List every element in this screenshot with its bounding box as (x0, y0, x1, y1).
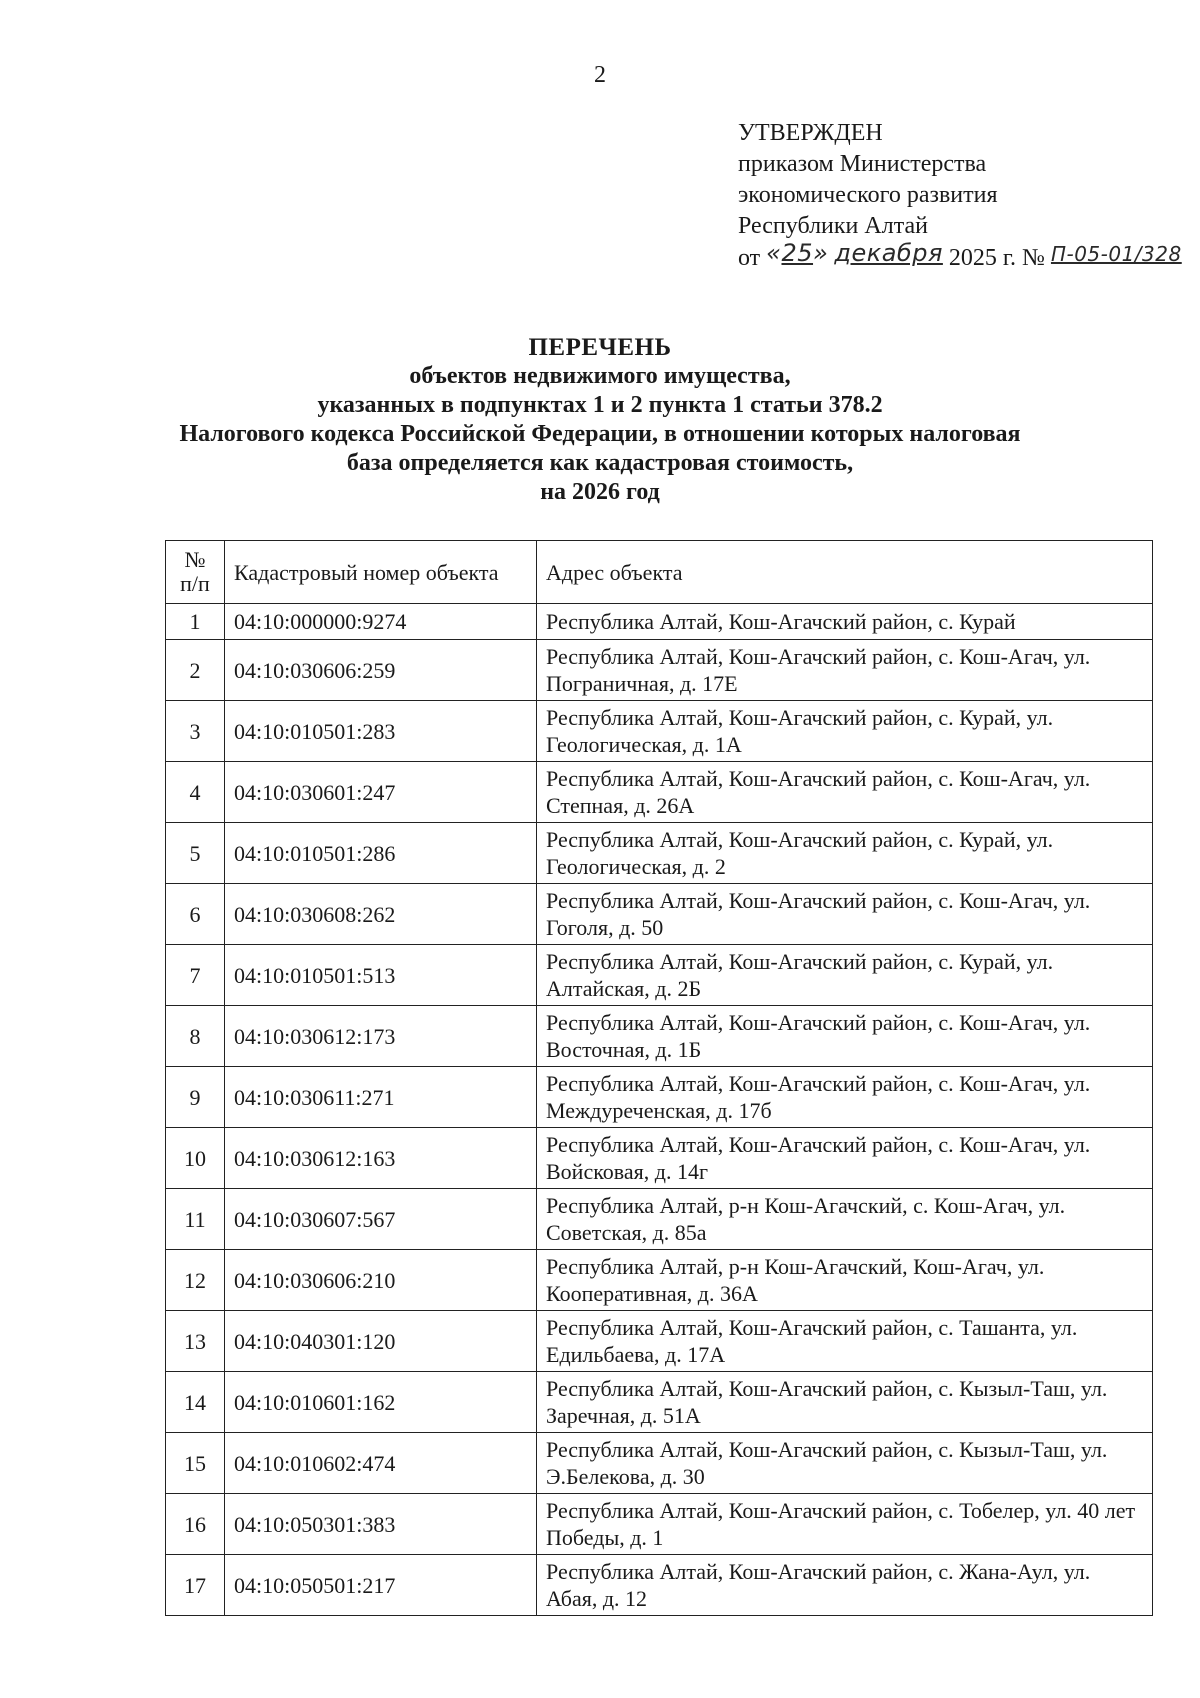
row-address: Республика Алтай, Кош-Агачский район, с. Кош-Агач, ул. Пограничная, д. 17Е (537, 640, 1153, 701)
handwritten-date-day: 25 (781, 239, 814, 267)
row-number: 6 (166, 884, 225, 945)
table-row (166, 1311, 1153, 1372)
handwritten-order-number: П-05-01/328 (1050, 242, 1182, 266)
row-address: Республика Алтай, р-н Кош-Агачский, Кош-Агач, ул. Кооперативная, д. 36А (537, 1250, 1153, 1311)
row-address: Республика Алтай, р-н Кош-Агачский, с. Кош-Агач, ул. Советская, д. 85а (537, 1189, 1153, 1250)
table-row (166, 1372, 1153, 1433)
approval-line-2: экономического развития (738, 182, 998, 208)
title-line-2: указанных в подпунктах 1 и 2 пункта 1 статьи 378.2 (317, 392, 883, 418)
table-row (166, 884, 1153, 945)
row-address: Республика Алтай, Кош-Агачский район, с. Курай, ул. Алтайская, д. 2Б (537, 945, 1153, 1006)
row-address: Республика Алтай, Кош-Агачский район, с. Жана-Аул, ул. Абая, д. 12 (537, 1555, 1153, 1616)
table-header-row (166, 541, 1153, 604)
approval-block (738, 118, 1182, 274)
row-cadastral-number: 04:10:050301:383 (225, 1494, 537, 1555)
row-number: 2 (166, 640, 225, 701)
row-cadastral-number: 04:10:030608:262 (225, 884, 537, 945)
row-address: Республика Алтай, Кош-Агачский район, с. Кош-Агач, ул. Войсковая, д. 14г (537, 1128, 1153, 1189)
row-number: 9 (166, 1067, 225, 1128)
table-row (166, 1433, 1153, 1494)
row-address: Республика Алтай, Кош-Агачский район, с. Кызыл-Таш, ул. Э.Белекова, д. 30 (537, 1433, 1153, 1494)
table-row (166, 945, 1153, 1006)
row-cadastral-number: 04:10:030601:247 (225, 762, 537, 823)
title-line-4: база определяется как кадастровая стоимость, (346, 450, 854, 476)
row-number: 14 (166, 1372, 225, 1433)
row-cadastral-number: 04:10:010501:286 (225, 823, 537, 884)
row-number: 11 (166, 1189, 225, 1250)
table-row (166, 1189, 1153, 1250)
table-body (166, 604, 1153, 1616)
title-main: ПЕРЕЧЕНЬ (528, 334, 672, 361)
table-row (166, 1067, 1153, 1128)
approval-line-3: Республики Алтай (738, 213, 928, 239)
row-number: 7 (166, 945, 225, 1006)
date-year: 2025 г. № (948, 245, 1045, 271)
table-row (166, 1555, 1153, 1616)
row-cadastral-number: 04:10:030611:271 (225, 1067, 537, 1128)
header-cadastral: Кадастровый номер объекта (225, 541, 537, 604)
objects-table (165, 540, 1153, 1616)
row-address: Республика Алтай, Кош-Агачский район, с. Курай (537, 604, 1153, 640)
document-title (0, 333, 1200, 507)
row-address: Республика Алтай, Кош-Агачский район, с. Кош-Агач, ул. Междуреченская, д. 17б (537, 1067, 1153, 1128)
header-address: Адрес объекта (537, 541, 1153, 604)
row-number: 12 (166, 1250, 225, 1311)
handwritten-date-close-quote: » (813, 239, 829, 267)
row-address: Республика Алтай, Кош-Агачский район, с. Кош-Агач, ул. Степная, д. 26А (537, 762, 1153, 823)
row-number: 1 (166, 604, 225, 640)
row-cadastral-number: 04:10:030612:163 (225, 1128, 537, 1189)
title-line-1: объектов недвижимого имущества, (409, 363, 791, 389)
date-prefix: от (738, 245, 761, 271)
title-line-3: Налогового кодекса Российской Федерации, в отношении которых налоговая (179, 421, 1021, 447)
approval-line-1: приказом Министерства (738, 151, 987, 177)
row-number: 17 (166, 1555, 225, 1616)
row-number: 15 (166, 1433, 225, 1494)
row-address: Республика Алтай, Кош-Агачский район, с. Курай, ул. Геологическая, д. 2 (537, 823, 1153, 884)
row-address: Республика Алтай, Кош-Агачский район, с. Кош-Агач, ул. Гоголя, д. 50 (537, 884, 1153, 945)
table-row (166, 640, 1153, 701)
row-address: Республика Алтай, Кош-Агачский район, с. Тобелер, ул. 40 лет Победы, д. 1 (537, 1494, 1153, 1555)
row-cadastral-number: 04:10:010602:474 (225, 1433, 537, 1494)
row-cadastral-number: 04:10:010501:283 (225, 701, 537, 762)
row-cadastral-number: 04:10:040301:120 (225, 1311, 537, 1372)
approval-date-line (738, 239, 1182, 274)
table-row (166, 604, 1153, 640)
row-number: 10 (166, 1128, 225, 1189)
row-number: 4 (166, 762, 225, 823)
row-cadastral-number: 04:10:030612:173 (225, 1006, 537, 1067)
table-row (166, 762, 1153, 823)
page-number: 2 (594, 62, 606, 88)
row-address: Республика Алтай, Кош-Агачский район, с. Курай, ул. Геологическая, д. 1А (537, 701, 1153, 762)
row-cadastral-number: 04:10:050501:217 (225, 1555, 537, 1616)
row-address: Республика Алтай, Кош-Агачский район, с. Ташанта, ул. Едильбаева, д. 17А (537, 1311, 1153, 1372)
table-row (166, 1250, 1153, 1311)
row-number: 5 (166, 823, 225, 884)
approval-heading: УТВЕРЖДЕН (738, 120, 883, 146)
handwritten-date-open-quote: « (766, 239, 782, 267)
table-row (166, 701, 1153, 762)
row-cadastral-number: 04:10:010501:513 (225, 945, 537, 1006)
row-address: Республика Алтай, Кош-Агачский район, с. Кызыл-Таш, ул. Заречная, д. 51А (537, 1372, 1153, 1433)
row-number: 13 (166, 1311, 225, 1372)
table-row (166, 1006, 1153, 1067)
row-cadastral-number: 04:10:000000:9274 (225, 604, 537, 640)
row-number: 8 (166, 1006, 225, 1067)
title-line-5: на 2026 год (540, 479, 660, 505)
table-row (166, 1128, 1153, 1189)
row-cadastral-number: 04:10:030606:259 (225, 640, 537, 701)
row-number: 3 (166, 701, 225, 762)
header-number-abbr: п/п (180, 571, 210, 596)
row-cadastral-number: 04:10:030606:210 (225, 1250, 537, 1311)
row-address: Республика Алтай, Кош-Агачский район, с. Кош-Агач, ул. Восточная, д. 1Б (537, 1006, 1153, 1067)
header-number-symbol: № (184, 547, 206, 572)
handwritten-date-month: декабря (834, 239, 943, 267)
row-cadastral-number: 04:10:030607:567 (225, 1189, 537, 1250)
row-number: 16 (166, 1494, 225, 1555)
header-number (166, 541, 225, 604)
table-row (166, 823, 1153, 884)
table-row (166, 1494, 1153, 1555)
row-cadastral-number: 04:10:010601:162 (225, 1372, 537, 1433)
